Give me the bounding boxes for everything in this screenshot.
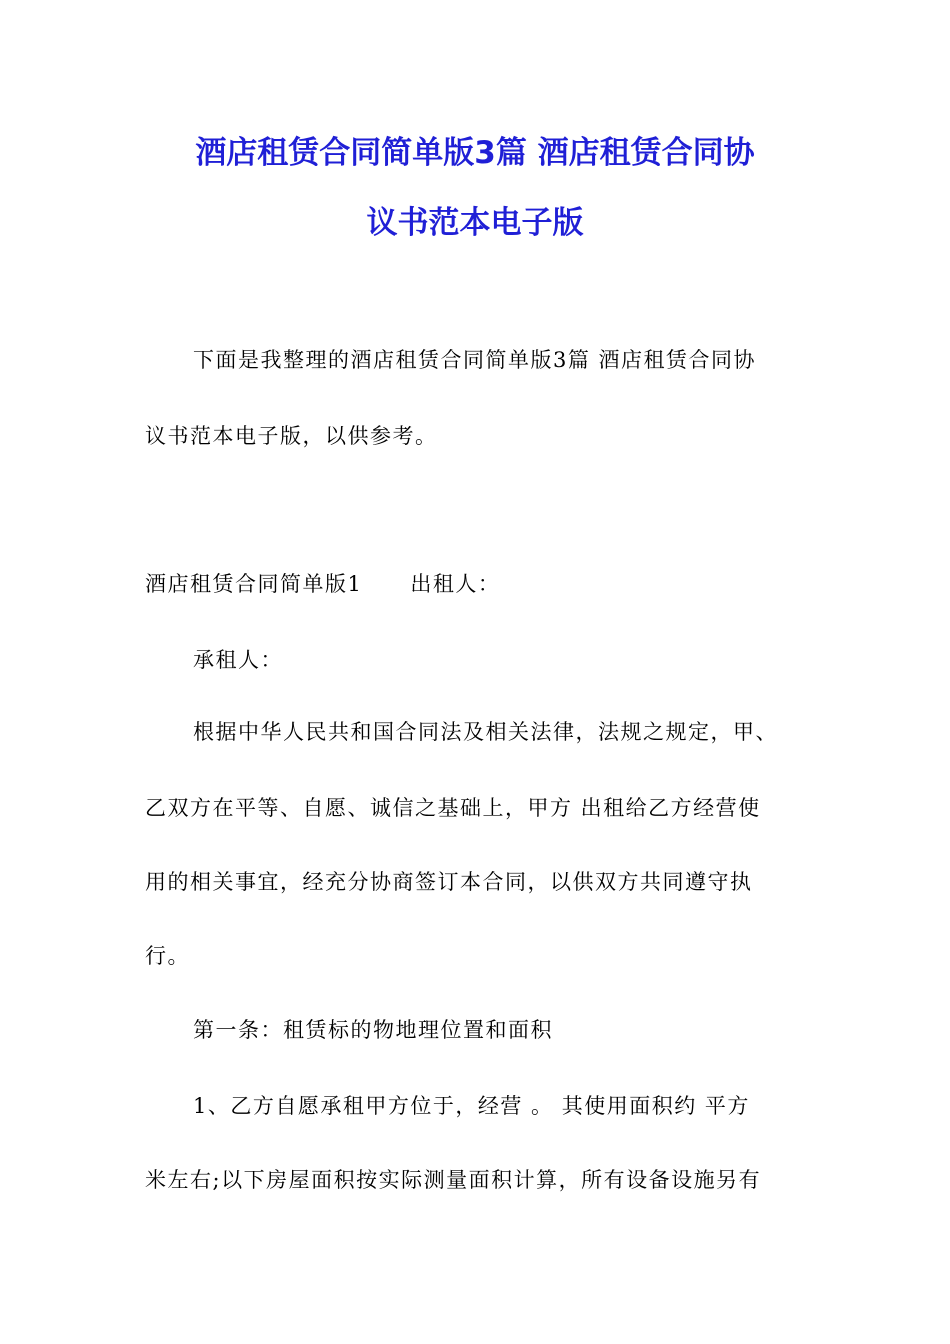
section-1-heading-row	[145, 574, 810, 595]
lessee-label: 承租人：	[193, 648, 283, 672]
basis-line-2: 乙双方在平等、自愿、诚信之基础上，甲方 出租给乙方经营使	[145, 796, 761, 820]
document-title-line-1: 酒店租赁合同简单版3篇 酒店租赁合同协	[195, 135, 755, 171]
clause-1-line-2: 米左右;以下房屋面积按实际测量面积计算，所有设备设施另有	[145, 1168, 762, 1192]
document-title-line-2: 议书范本电子版	[366, 205, 584, 241]
intro-line-2: 议书范本电子版，以供参考。	[145, 424, 438, 448]
basis-line-3: 用的相关事宜，经充分协商签订本合同，以供双方共同遵守执	[145, 870, 753, 894]
clause-1-line-1: 1、乙方自愿承租甲方位于，经营 。 其使用面积约 平方	[193, 1094, 750, 1118]
section-1-heading: 酒店租赁合同简单版1	[145, 572, 363, 596]
basis-line-4: 行。	[145, 944, 190, 968]
article-1-heading: 第一条：租赁标的物地理位置和面积	[193, 1018, 553, 1042]
lessor-label: 出租人：	[410, 572, 501, 596]
intro-line-1: 下面是我整理的酒店租赁合同简单版3篇 酒店租赁合同协	[193, 348, 757, 372]
basis-line-1: 根据中华人民共和国合同法及相关法律，法规之规定，甲、	[193, 720, 778, 744]
